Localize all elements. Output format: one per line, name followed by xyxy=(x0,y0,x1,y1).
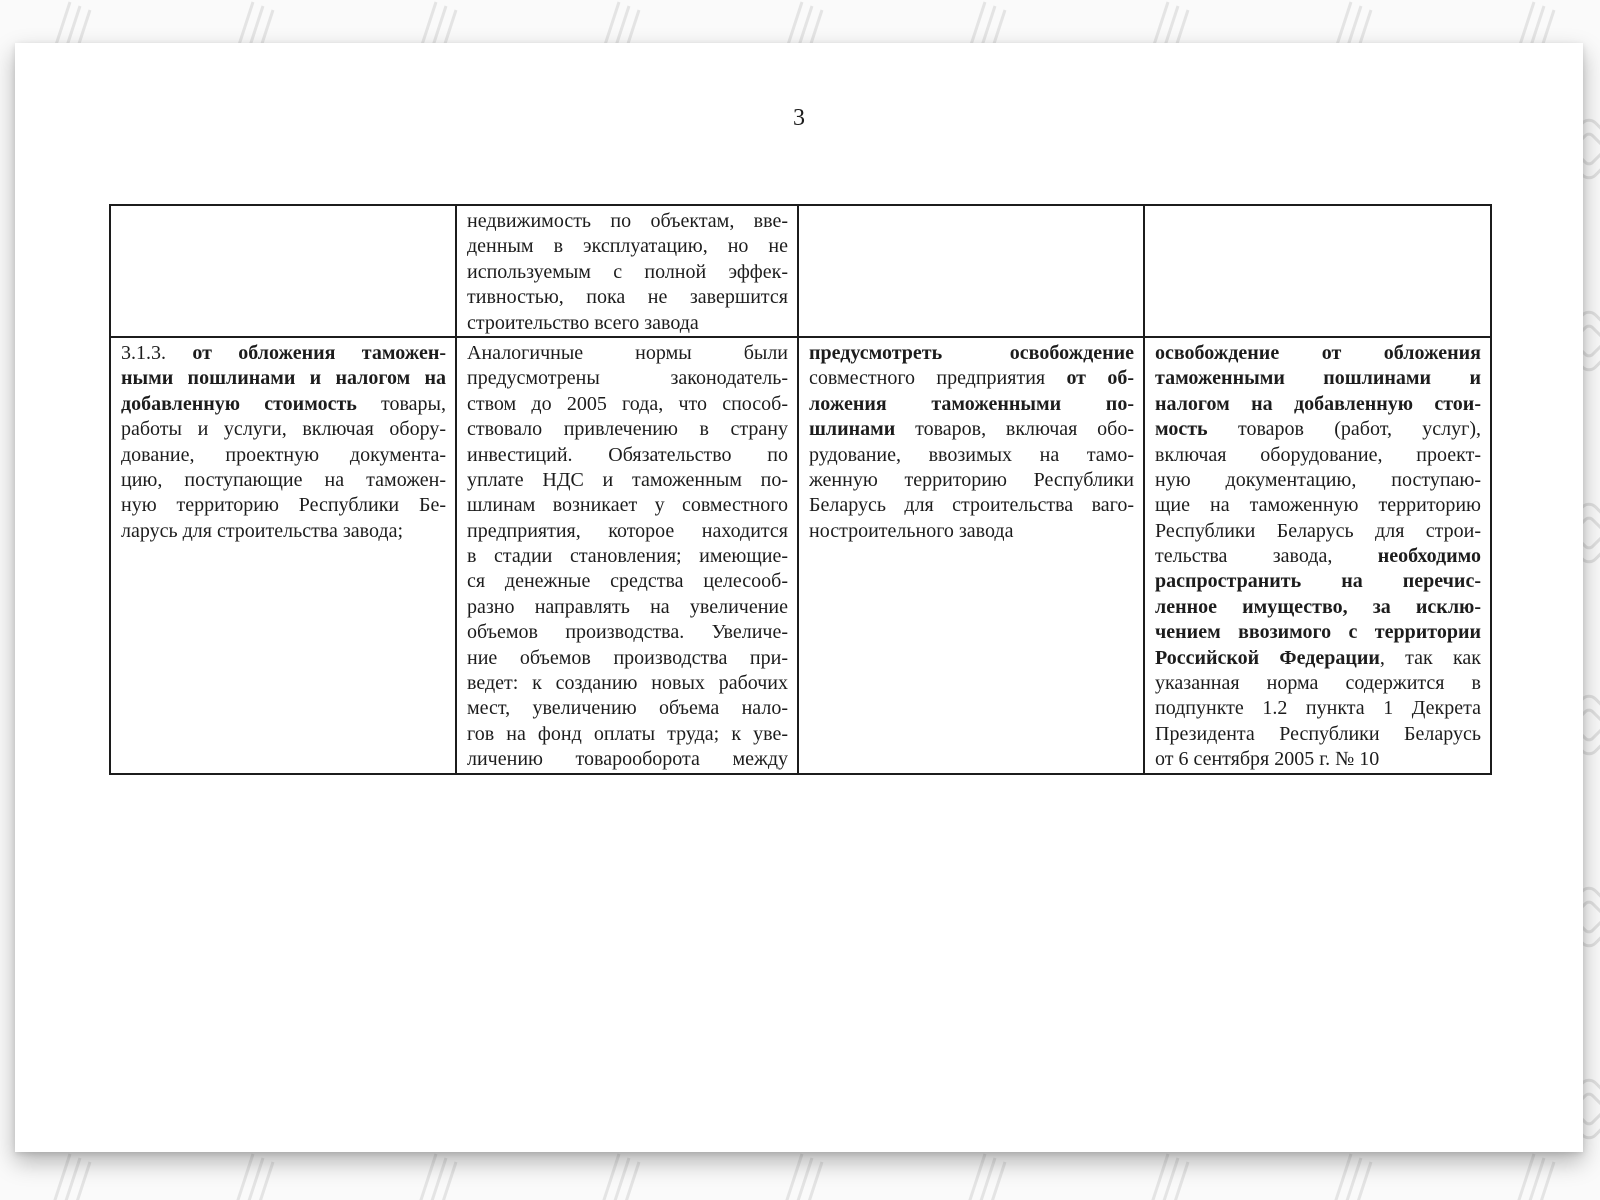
text-segment: объемов производства. Увеличе- xyxy=(467,621,788,644)
text-segment: разно направлять на увеличение xyxy=(467,595,788,618)
text-line xyxy=(467,392,788,417)
text-segment: Беларусь для строительства ваго- xyxy=(809,494,1134,517)
text-line xyxy=(467,722,788,747)
text-segment: ную документацию, поступаю- xyxy=(1155,468,1481,491)
bold-text-segment: от обложения таможен- xyxy=(192,341,446,364)
bold-text-segment: Российской Федерации xyxy=(1155,646,1380,669)
text-line xyxy=(809,493,1134,518)
text-segment: товаров, включая обо- xyxy=(895,418,1134,441)
text-line xyxy=(1155,696,1481,721)
bold-text-segment: необходимо xyxy=(1377,545,1481,568)
text-segment: ларусь для строительства завода; xyxy=(121,519,404,542)
text-segment: ние объемов производства при- xyxy=(467,646,788,669)
text-line xyxy=(1155,468,1481,493)
text-line xyxy=(121,443,446,468)
text-line xyxy=(467,311,788,336)
text-segment: включая оборудование, проект- xyxy=(1155,443,1481,466)
text-segment: указанная норма содержится в xyxy=(1155,672,1481,695)
text-segment: недвижимость по объектам, вве- xyxy=(467,210,788,232)
text-line xyxy=(1155,544,1481,569)
text-segment: гов на фонд оплаты труда; к уве- xyxy=(467,722,788,745)
text-segment: шлинам возникает у совместного xyxy=(467,494,788,517)
text-line xyxy=(1155,341,1481,366)
text-line xyxy=(467,519,788,544)
text-segment: подпункте 1.2 пункта 1 Декрета xyxy=(1155,697,1481,720)
text-segment: уплате НДС и таможенным по- xyxy=(467,468,788,491)
text-line xyxy=(121,366,446,391)
comparison-table xyxy=(109,204,1492,775)
page-number: 3 xyxy=(793,105,805,131)
table-cell-r2c2 xyxy=(456,337,798,774)
bold-text-segment: налогом на добавленную стои- xyxy=(1155,392,1481,415)
text-line xyxy=(809,417,1134,442)
bold-text-segment: предусмотреть освобождение xyxy=(809,341,1134,364)
text-segment: ную территорию Республики Бе- xyxy=(121,494,446,517)
text-segment: рудование, ввозимых на тамо- xyxy=(809,443,1134,466)
text-line xyxy=(467,747,788,772)
text-segment: предприятия, которое находится xyxy=(467,519,788,542)
text-line xyxy=(121,341,446,366)
text-line xyxy=(1155,646,1481,671)
text-line xyxy=(467,468,788,493)
bold-text-segment: освобождение от обложения xyxy=(1155,341,1481,364)
table-row xyxy=(110,205,1491,337)
bold-text-segment: ложения таможенными по- xyxy=(809,392,1134,415)
bold-text-segment: чением ввозимого с территории xyxy=(1155,621,1481,644)
table-cell-r1c1 xyxy=(110,205,456,337)
text-line xyxy=(121,519,446,544)
text-segment: работы и услуги, включая обору- xyxy=(121,418,446,441)
text-line xyxy=(1155,366,1481,391)
text-line xyxy=(1155,722,1481,747)
text-segment: ствовало привлечению в страну xyxy=(467,418,788,441)
bold-text-segment: шлинами xyxy=(809,418,896,441)
table-row xyxy=(110,337,1491,774)
text-segment: 3.1.3. xyxy=(121,341,193,364)
text-segment: цию, поступающие на таможен- xyxy=(121,468,446,491)
text-line xyxy=(1155,620,1481,645)
text-line xyxy=(467,671,788,696)
bold-text-segment: ленное имущество, за исклю- xyxy=(1155,595,1481,618)
text-line xyxy=(467,569,788,594)
bold-text-segment: от об- xyxy=(1066,367,1134,390)
text-line xyxy=(467,341,788,366)
text-segment: инвестиций. Обязательство по xyxy=(467,443,788,466)
text-line xyxy=(121,392,446,417)
text-line xyxy=(1155,519,1481,544)
text-segment: товары, xyxy=(356,392,446,415)
text-segment: предусмотрены законодатель- xyxy=(467,367,788,390)
text-line xyxy=(809,468,1134,493)
text-segment: тивностью, пока не завершится xyxy=(467,286,788,309)
text-line xyxy=(467,493,788,518)
text-line xyxy=(1155,392,1481,417)
text-segment: мест, увеличению объема нало- xyxy=(467,697,788,720)
table-cell-r2c4 xyxy=(1144,337,1491,774)
text-line xyxy=(467,646,788,671)
table-cell-r1c4 xyxy=(1144,205,1491,337)
text-segment: щие на таможенную территорию xyxy=(1155,494,1481,517)
text-segment: Республики Беларусь для строи- xyxy=(1155,519,1481,542)
document-page xyxy=(15,43,1583,1152)
bold-text-segment: распространить на перечис- xyxy=(1155,570,1481,593)
bold-text-segment: ными пошлинами и налогом на xyxy=(121,367,446,390)
text-line xyxy=(467,234,788,259)
text-line xyxy=(467,285,788,310)
text-line xyxy=(1155,417,1481,442)
text-line xyxy=(1155,569,1481,594)
text-line xyxy=(467,209,788,234)
bold-text-segment: таможенными пошлинами и xyxy=(1155,367,1481,390)
text-segment: ностроительного завода xyxy=(809,519,1014,542)
text-line xyxy=(809,443,1134,468)
text-line xyxy=(467,443,788,468)
text-segment: Президента Республики Беларусь xyxy=(1155,722,1481,745)
text-line xyxy=(467,366,788,391)
table-cell-r2c1 xyxy=(110,337,456,774)
text-line xyxy=(809,366,1134,391)
text-line xyxy=(809,519,1134,544)
text-segment: ством до 2005 года, что способ- xyxy=(467,392,788,415)
text-line xyxy=(121,468,446,493)
text-segment: ведет: к созданию новых рабочих xyxy=(467,672,788,695)
table-cell-r2c3 xyxy=(798,337,1144,774)
text-segment: денным в эксплуатацию, но не xyxy=(467,235,788,258)
text-segment: от 6 сентября 2005 г. № 10 xyxy=(1155,748,1380,771)
text-line xyxy=(121,493,446,518)
table-cell-r1c2 xyxy=(456,205,798,337)
text-segment: строительство всего завода xyxy=(467,311,699,334)
text-line xyxy=(1155,443,1481,468)
text-segment: тельства завода, xyxy=(1155,545,1378,568)
text-line xyxy=(1155,493,1481,518)
text-line xyxy=(467,544,788,569)
text-segment: Аналогичные нормы были xyxy=(467,341,788,364)
text-segment: женную территорию Республики xyxy=(809,468,1134,491)
bold-text-segment: мость xyxy=(1155,418,1208,441)
text-segment: , так как xyxy=(1379,646,1481,669)
text-line xyxy=(467,620,788,645)
text-line xyxy=(121,417,446,442)
text-line xyxy=(467,260,788,285)
text-line xyxy=(467,696,788,721)
text-line xyxy=(809,392,1134,417)
text-line xyxy=(1155,747,1481,772)
text-segment: товаров (работ, услуг), xyxy=(1207,418,1481,441)
text-segment: совместного предприятия xyxy=(809,367,1067,390)
text-line xyxy=(1155,595,1481,620)
text-segment: ся денежные средства целесооб- xyxy=(467,570,788,593)
text-line xyxy=(467,595,788,620)
text-segment: личению товарооборота между xyxy=(467,748,788,771)
text-line xyxy=(809,341,1134,366)
text-line xyxy=(467,417,788,442)
text-segment: используемым с полной эффек- xyxy=(467,260,788,283)
text-line xyxy=(1155,671,1481,696)
table-cell-r1c3 xyxy=(798,205,1144,337)
text-segment: в стадии становления; имеющие- xyxy=(467,545,788,568)
bold-text-segment: добавленную стоимость xyxy=(121,392,357,415)
text-segment: дование, проектную документа- xyxy=(121,443,446,466)
